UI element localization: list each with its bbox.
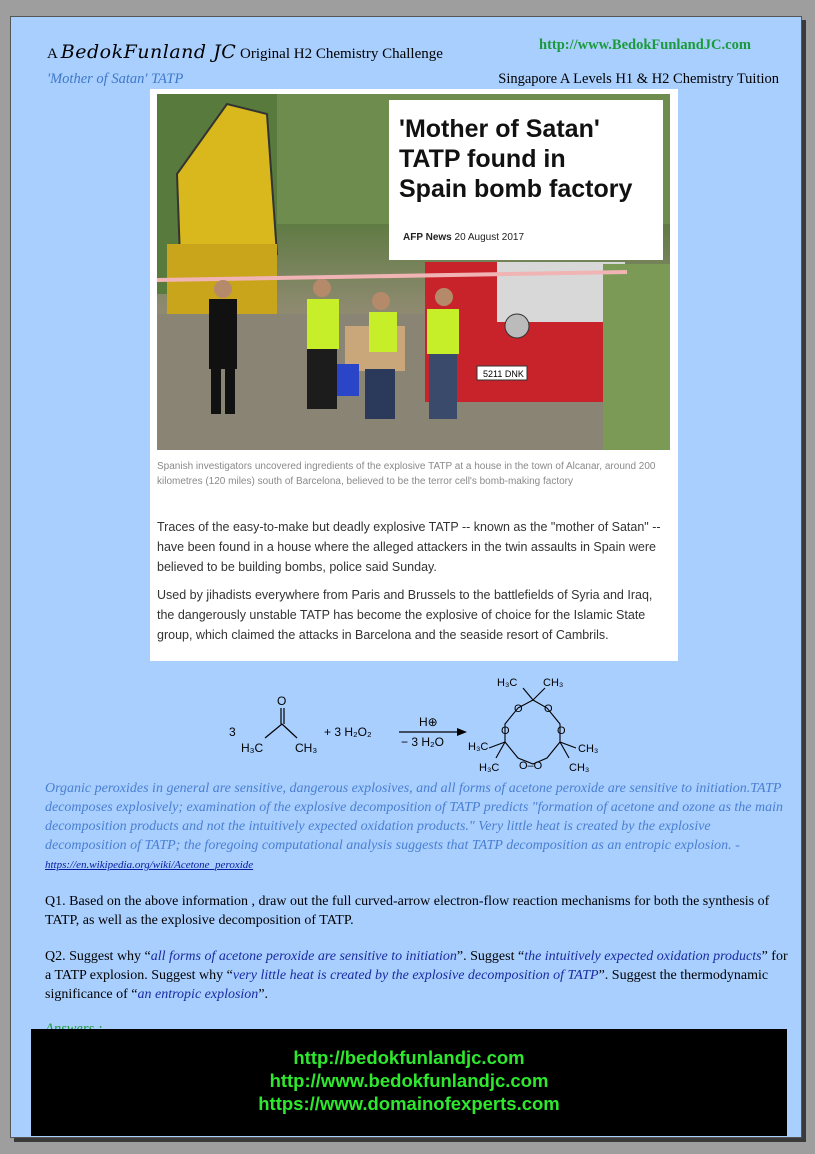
q2-highlight: very little heat is created by the explosive decomposition of TATP — [232, 968, 599, 983]
brand-suffix: Original H2 Chemistry Challenge — [240, 46, 443, 62]
reaction-arrow — [399, 715, 467, 749]
acetone-methyl-right: CH₃ — [295, 741, 318, 755]
ring-methyl: CH₃ — [543, 677, 564, 689]
header-brand — [47, 41, 443, 63]
article-paragraph: Traces of the easy-to-make but deadly explosive TATP -- known as the "mother of Satan" -- have been found in a house where the alleged attackers in the twin assaults in Spain were believed to be building bombs, police said Sunday. — [157, 520, 661, 574]
ring-peroxide: O–O — [519, 760, 543, 772]
hydrogen-peroxide: + 3 H₂O₂ — [324, 725, 372, 739]
article-date: 20 August 2017 — [454, 232, 525, 243]
quote-text: Organic peroxides in general are sensitive, dangerous explosives, and all forms of acetone peroxide are sensitive to initiation.TATP decomposes explosively; examination of the explosive decomposition of TATP predicts "formation of acetone and ozone as the main decomposition products and not the intuitively expected oxidation products." Very little heat is created by the explosive decomposition of TATP; the foregoing computational analysis suggests that TATP decomposition as an entropic explosion. — [45, 781, 784, 853]
acetone-oxygen: O — [277, 694, 287, 708]
ring-oxygen: O — [501, 725, 510, 737]
article-headline — [399, 114, 659, 204]
answers-box — [31, 1029, 787, 1136]
q2-text: Q2. Suggest why “ — [45, 949, 151, 964]
question-1: Q1. Based on the above information , draw out the full curved-arrow electron-flow reaction mechanisms for both the synthesis of TATP, as well as the explosive decomposition of TATP. — [45, 894, 770, 928]
q2-text: ”. Suggest the thermodynamic significance of “ — [45, 968, 769, 1002]
ring-methyl: H₃C — [479, 762, 500, 774]
article-paragraph: Used by jihadists everywhere from Paris and Brussels to the battlefields of Syria and Iraq, the dangerously unstable TATP has become the explosive of choice for the Islamic State group, which claimed the attacks in Barcelona and the seaside resort of Cambrils. — [157, 588, 653, 642]
quote-dash: - — [731, 838, 740, 853]
q2-highlight: an entropic explosion — [137, 987, 259, 1002]
answer-link[interactable]: http://www.bedokfunlandjc.com — [269, 1070, 549, 1091]
answer-link[interactable]: https://www.domainofexperts.com — [258, 1093, 560, 1114]
question-2 — [45, 947, 790, 1004]
brand-name: BedokFunland JC — [60, 41, 237, 63]
article-source: AFP News — [403, 232, 452, 243]
headline-line: Spain bomb factory — [399, 175, 633, 203]
q2-highlight: the intuitively expected oxidation products — [524, 949, 762, 964]
ring-methyl: H₃C — [468, 741, 489, 753]
news-article — [150, 89, 678, 661]
header-tuition: Singapore A Levels H1 & H2 Chemistry Tuition — [498, 71, 779, 87]
news-photo — [157, 94, 670, 450]
ring-methyl: CH₃ — [578, 743, 599, 755]
headline-line: 'Mother of Satan' — [399, 115, 600, 143]
acetone-structure — [241, 694, 317, 755]
ring-oxygen: O — [557, 725, 566, 737]
truck-plate: 5211 DNK — [483, 369, 524, 379]
acetone-methyl-left: H₃C — [241, 741, 264, 755]
ring-methyl: H₃C — [497, 677, 518, 689]
headline-line: TATP found in — [399, 145, 566, 173]
reaction-coefficient: 3 — [229, 725, 236, 739]
q2-highlight: all forms of acetone peroxide are sensitive to initiation — [150, 949, 457, 964]
header-url[interactable]: http://www.BedokFunlandJC.com — [539, 37, 751, 53]
headline-box — [389, 100, 663, 260]
tatp-reaction-scheme — [221, 672, 621, 782]
ring-oxygen: O — [544, 703, 553, 715]
document-page — [10, 16, 802, 1138]
article-byline — [403, 232, 524, 243]
wikipedia-quote — [45, 779, 785, 875]
acid-catalyst: H⊕ — [419, 715, 438, 729]
answer-link[interactable]: http://bedokfunlandjc.com — [293, 1047, 525, 1068]
header-topic: 'Mother of Satan' TATP — [47, 71, 184, 87]
q2-text: ”. — [258, 987, 269, 1002]
brand-prefix: A — [47, 46, 58, 62]
wikipedia-link[interactable]: https://en.wikipedia.org/wiki/Acetone_peroxide — [45, 859, 254, 871]
tatp-ring-structure — [468, 677, 598, 774]
ring-methyl: CH₃ — [569, 762, 590, 774]
ring-oxygen: O — [514, 703, 523, 715]
q2-text: ” for a TATP explosion. Suggest why “ — [45, 949, 788, 983]
photo-caption: Spanish investigators uncovered ingredients of the explosive TATP at a house in the town of Alcanar, around 200 kilometres (120 miles) south of Barcelona, believed to be the terror cell's bomb-making factory — [157, 461, 656, 487]
q2-text: ”. Suggest “ — [456, 949, 525, 964]
water-byproduct: − 3 H₂O — [401, 735, 445, 749]
